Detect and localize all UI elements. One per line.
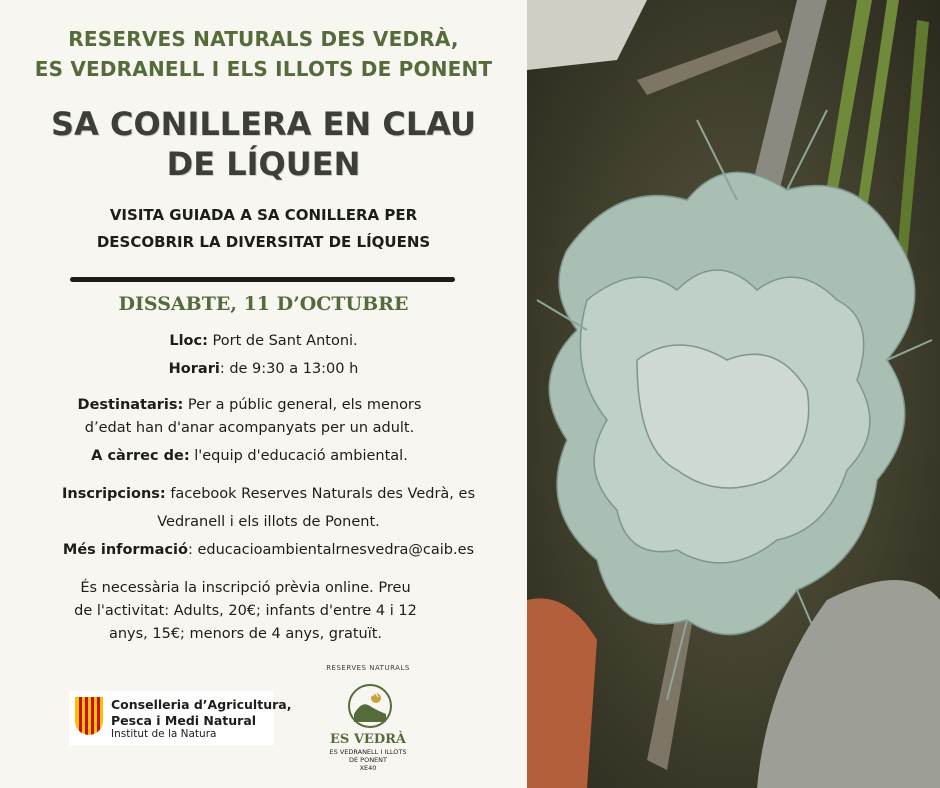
host-line [0, 444, 513, 468]
place-label: Lloc: [169, 333, 208, 349]
event-title-line-1: SA CONILLERA EN CLAU [51, 105, 476, 143]
audience-label: Destinataris: [77, 397, 184, 413]
host-value: l'equip d'educació ambiental. [189, 448, 408, 464]
price-note-line-1: És necessària la inscripció prèvia online. Preu [80, 580, 411, 596]
organization-name-line-1: RESERVES NATURALS DES VEDRÀ, [68, 27, 459, 51]
event-subtitle-line-2: DESCOBRIR LA DIVERSITAT DE LÍQUENS [96, 233, 431, 251]
time-value: : de 9:30 a 13:00 h [219, 361, 359, 377]
price-note-line-2: de l'activitat: Adults, 20€; infants d'entre 4 i 12 [74, 603, 417, 619]
es-vedra-logo [320, 660, 420, 780]
signup-line-2: Vedranell i els illots de Ponent. [157, 514, 380, 530]
vedra-logo-subtitle: ES VEDRANELL I ILLOTS DE PONENT XE40 [329, 748, 407, 772]
place-value: Port de Sant Antoni. [207, 333, 358, 349]
host-label: A càrrec de: [91, 448, 190, 464]
audience-value-1: Per a públic general, els menors [183, 397, 422, 413]
signup-label: Inscripcions: [61, 486, 166, 502]
lichen-photo [527, 0, 940, 788]
conselleria-name: Conselleria d’Agricultura, Pesca i Medi Natural [111, 697, 292, 728]
vedra-logo-top-text: RESERVES NATURALS [326, 664, 410, 672]
institut-name: Institut de la Natura [111, 728, 217, 740]
time-label: Horari [168, 361, 220, 377]
more-info-line [5, 538, 532, 562]
signup-line-1 [5, 482, 532, 506]
event-title-line-2: DE LÍQUEN [166, 145, 361, 183]
vedra-logo-name: ES VEDRÀ [330, 732, 406, 747]
signup-value-1: facebook Reserves Naturals des Vedrà, es [165, 486, 476, 502]
more-info-label: Més informació [62, 542, 188, 558]
time-line [0, 357, 527, 381]
conselleria-logo [69, 691, 292, 745]
organization-name-line-2: ES VEDRANELL I ELS ILLOTS DE PONENT [34, 57, 493, 81]
price-note-line-3: anys, 15€; menors de 4 anys, gratuït. [108, 626, 383, 642]
more-info-email: : educacioambientalrnesvedra@caib.es [187, 542, 475, 558]
audience-line-1 [0, 393, 513, 417]
place-line [0, 329, 527, 353]
event-date: DISSABTE, 11 D’OCTUBRE [118, 293, 409, 315]
island-emblem-icon [348, 684, 392, 728]
event-subtitle-line-1: VISITA GUIADA A SA CONILLERA PER [109, 206, 418, 224]
balearic-shield-icon [75, 697, 103, 735]
audience-line-2: d’edat han d'anar acompanyats per un adult. [84, 420, 415, 436]
lichen-illustration [527, 0, 940, 788]
divider-line [70, 277, 455, 282]
